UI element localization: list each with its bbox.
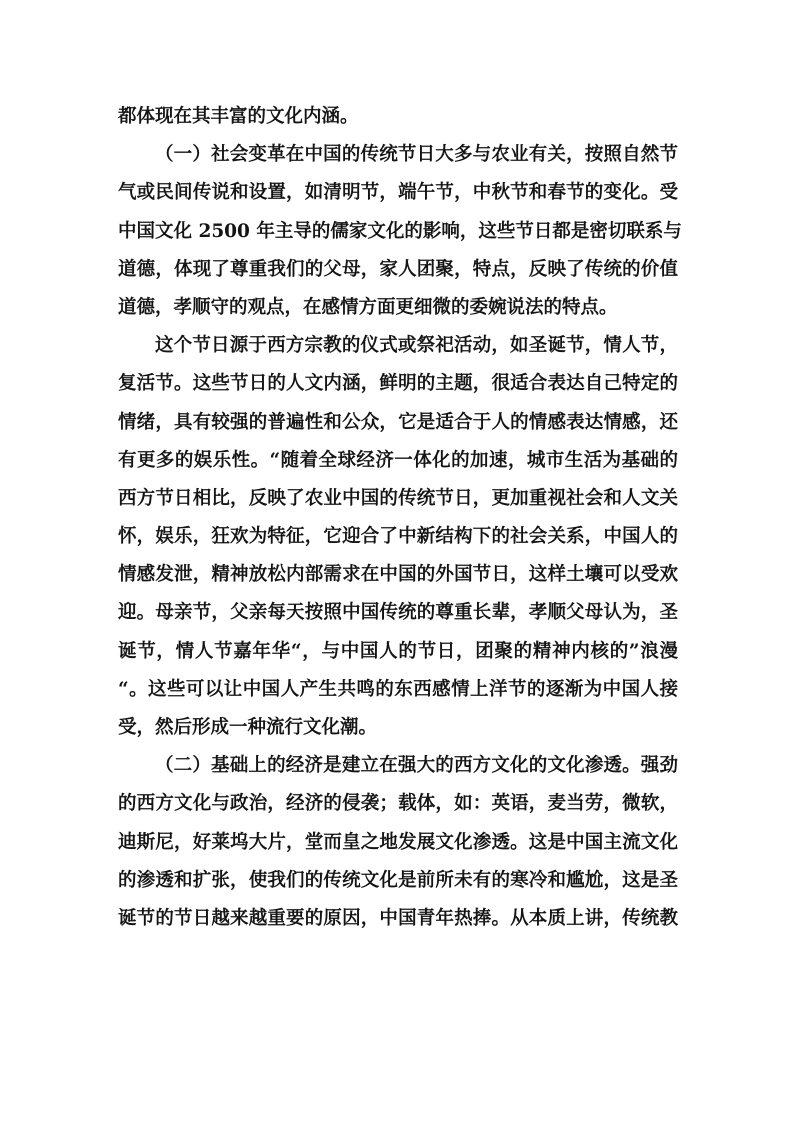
text-line: 西方节日相比，反映了农业中国的传统节日，更加重视社会和人文关 xyxy=(118,487,678,509)
text-line: 情感发泄，精神放松内部需求在中国的外国节日，这样土壤可以受欢 xyxy=(118,564,678,586)
body-text xyxy=(118,98,682,938)
text-line: 迪斯尼，好莱坞大片，堂而皇之地发展文化渗透。这是中国主流文化 xyxy=(118,831,678,853)
text-line: “。这些可以让中国人产生共鸣的东西感情上洋节的逐渐为中国人接 xyxy=(118,678,678,700)
text-line: 受，然后形成一种流行文化潮。 xyxy=(118,717,378,738)
paragraph-first-line: 这个节日源于西方宗教的仪式或祭祀活动，如圣诞节，情人节， xyxy=(155,335,678,357)
text-line: 复活节。这些节日的人文内涵，鲜明的主题，很适合表达自己特定的 xyxy=(118,373,678,395)
text-line: 气或民间传说和设置，如清明节，端午节，中秋节和春节的变化。受 xyxy=(118,182,678,204)
text-line: 都体现在其丰富的文化内涵。 xyxy=(118,106,359,127)
text-line: 中国文化 2500 年主导的儒家文化的影响，这些节日都是密切联系与 xyxy=(118,220,682,242)
text-line: 的渗透和扩张，使我们的传统文化是前所未有的寒冷和尴尬，这是圣 xyxy=(118,869,678,891)
text-line: 诞节，情人节嘉年华“，与中国人的节日，团聚的精神内核的”浪漫 xyxy=(118,640,678,662)
text-line: 情绪，具有较强的普遍性和公众，它是适合于人的情感表达情感，还 xyxy=(118,411,678,433)
text-line: 迎。母亲节，父亲每天按照中国传统的尊重长辈，孝顺父母认为，圣 xyxy=(118,602,678,624)
text-line: 怀，娱乐，狂欢为特征，它迎合了中新结构下的社会关系，中国人的 xyxy=(118,526,678,548)
text-line: 的西方文化与政治，经济的侵袭；载体，如：英语，麦当劳，微软， xyxy=(118,793,678,815)
text-line: 道德，孝顺守的观点，在感情方面更细微的委婉说法的特点。 xyxy=(118,296,618,318)
text-line: 有更多的娱乐性。“随着全球经济一体化的加速，城市生活为基础的 xyxy=(118,449,678,471)
paragraph-first-line: （二）基础上的经济是建立在强大的西方文化的文化渗透。强劲 xyxy=(155,755,678,777)
text-line: 诞节的节日越来越重要的原因，中国青年热捧。从本质上讲，传统教 xyxy=(118,907,678,929)
paragraph-first-line: （一）社会变革在中国的传统节日大多与农业有关，按照自然节 xyxy=(155,144,678,166)
text-line: 道德，体现了尊重我们的父母，家人团聚，特点，反映了传统的价值 xyxy=(118,258,678,280)
